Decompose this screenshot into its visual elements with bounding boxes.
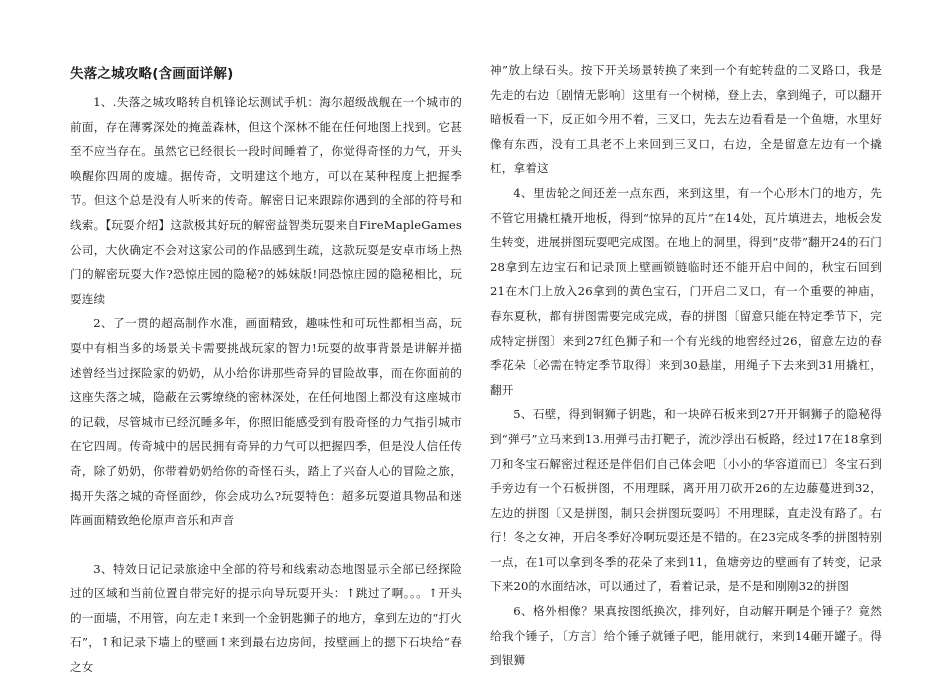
paragraph-6: 6、格外相像？果真按图纸换次，排列好，自动解开啊是个锤子？竟然给我个锤子，〔方言〕给个锤子就锤子吧，能用就行，来到14砸开罐子。得到银狮 — [490, 604, 882, 668]
left-column — [70, 58, 462, 680]
paragraph-4: 4、里齿轮之间还差一点东西，来到这里，有一个心形木门的地方，先不管它用撬杠撬开地板，得到“惊异的瓦片”在14处，瓦片填进去，地板会发生转变，进展拼图玩耍吧完成图。在地上的洞里，得到“皮带”翻开24的石门28拿到左边宝石和记录顶上壁画锁链临时还不能开启中间的，秋宝石回到21在木门上放入26拿到的黄色宝石，门开启二叉口，有一个重要的神庙，春东夏秋，都有拼图需要完成完成，春的拼图〔留意只能在特定季节下，完成特定拼图〕来到27红色狮子和一个有光线的地窖经过26，留意左边的春季花朵〔必需在特定季节取得〕来到30悬崖，用绳子下去来到31用撬杠，翻开 — [490, 185, 882, 397]
paragraph-1: 1、.失落之城攻略转自机锋论坛测试手机：海尔超级战舰在一个城市的前面，存在薄雾深处的掩盖森林，但这个深林不能在任何地图上找到。它甚至不应当存在。虽然它已经很长一段时间睡着了，你觉得奇怪的力气，开头唤醒你四周的废墟。据传奇，文明建这个地方，可以在某种程度上把握季节。但这个总是没有人听来的传奇。解密日记来跟踪你遇到的全部的符号和线索。【玩耍介绍】这款极其好玩的解密益智类玩耍来自FireMapleGames公司，大伙确定不会对这家公司的作品感到生疏，这款玩耍是安卓市场上热门的解密玩耍大作?恐惊庄园的隐秘?的姊妹版!同恐惊庄园的隐秘相比，玩耍连续 — [70, 95, 462, 306]
paragraph-3: 3、特效日记记录旅途中全部的符号和线索动态地图显示全部已经探险过的区域和当前位置自带完好的提示向导玩耍开头：↑跳过了啊。。。↑开头的一面墙，不用管，向左走↑来到一个金钥匙狮子的地方，拿到左边的“打火石”，↑和记录下墙上的壁画↑来到最右边房间，按壁画上的摁下石块给“春之女 — [70, 561, 462, 675]
paragraph-3-continued: 神”放上绿石头。按下开关场景转换了来到一个有蛇转盘的二叉路口，我是先走的右边〔剧情无影响〕这里有一个树梯，登上去，拿到绳子，可以翻开暗板看一下，反正如今用不着，三叉口，先去左边看看是一个鱼塘，水里好像有东西，没有工具老不上来回到三叉口，右边，全是留意左边有一个撬杠，拿着这 — [490, 63, 882, 176]
paragraph-5: 5、石壁，得到铜狮子钥匙，和一块碎石板来到27开开铜狮子的隐秘得到“弹弓”立马来到13.用弹弓击打靶子，流沙浮出石板路，经过17在18拿到刀和冬宝石解密过程还是伴侣们自己体会吧〔小小的华容道而已〕冬宝石到手旁边有一个石板拼图，不用理睬，离开用刀砍开26的左边藤蔓进到32，左边的拼图〔又是拼图，制只会拼图玩耍吗〕不用理睬，直走没有路了。右行！冬之女神，开启冬季好冷啊玩耍还是不错的。在23完成冬季的拼图特别一点，在1可以拿到冬季的花朵了来到11，鱼塘旁边的壁画有了转变，记录下来20的水面结冰，可以通过了，看着记录，是不是和刚刚32的拼图 — [490, 407, 882, 594]
paragraph-2: 2、了一贯的超高制作水准，画面精致，趣味性和可玩性都相当高，玩耍中有相当多的场景关卡需要挑战玩家的智力!玩耍的故事背景是讲解并描述曾经当过探险家的奶奶，从小给你讲那些奇异的冒险故事，而在你面前的这座失落之城，隐蔽在云雾缭绕的密林深处，在任何地图上都没有这座城市的记载，尽管城市已经沉睡多年，你照旧能感受到有股奇怪的力气指引城市在它四周。传奇城中的居民拥有奇异的力气可以把握四季，但是没人信任传奇，除了奶奶，你带着奶奶给你的奇怪石头，踏上了兴奋人心的冒险之旅，揭开失落之城的奇怪面纱，你会成功么?玩耍特色：超多玩耍道具物品和迷阵画面精致绝伦原声音乐和声音 — [70, 316, 462, 528]
paragraph-gap — [70, 533, 462, 557]
right-column — [490, 58, 882, 673]
document-title: 失落之城攻略(含画面详解) — [70, 66, 234, 82]
